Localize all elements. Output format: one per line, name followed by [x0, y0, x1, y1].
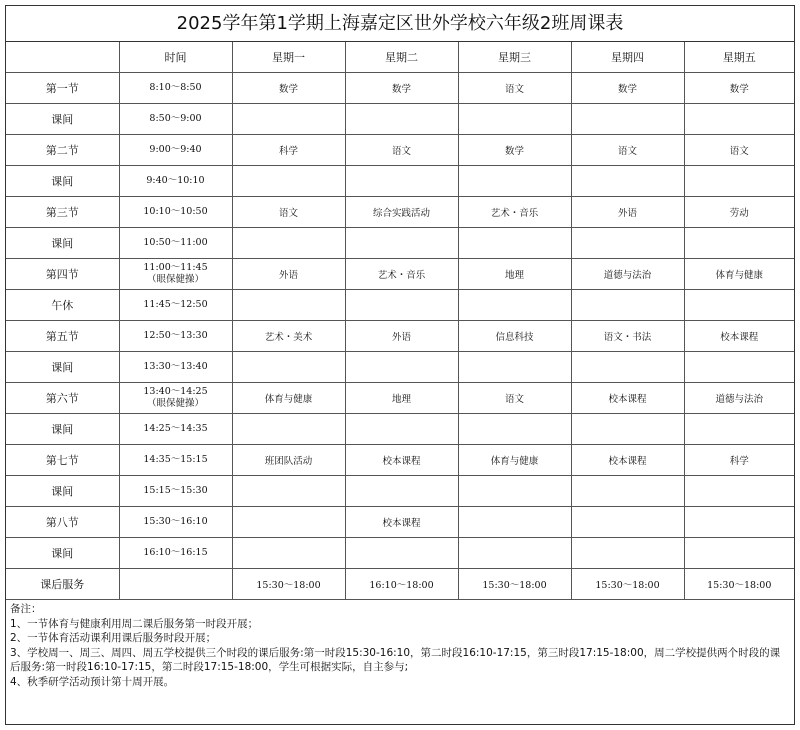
- subject-cell: [571, 476, 684, 507]
- subject-cell: 15:30～18:00: [684, 569, 794, 600]
- subject-cell: 语文: [458, 383, 571, 414]
- table-row: [6, 569, 794, 600]
- table-row: [6, 290, 794, 321]
- time-range: 16:10～16:15: [143, 547, 208, 558]
- subject-cell: [684, 104, 794, 135]
- subject-cell: [458, 228, 571, 259]
- subject-cell: 15:30～18:00: [458, 569, 571, 600]
- subject-cell: 劳动: [684, 197, 794, 228]
- period-time: [119, 197, 232, 228]
- subject-cell: [684, 290, 794, 321]
- table-row: [6, 197, 794, 228]
- time-range: 8:50～9:00: [149, 113, 202, 124]
- subject-cell: [571, 538, 684, 569]
- subject-cell: 信息科技: [458, 321, 571, 352]
- time-note: （眼保健操）: [146, 274, 204, 285]
- subject-cell: 艺术・音乐: [345, 259, 458, 290]
- table-row: [6, 383, 794, 414]
- subject-cell: 校本课程: [345, 445, 458, 476]
- period-label: 课间: [6, 476, 119, 507]
- period-label: 午休: [6, 290, 119, 321]
- period-time: [119, 104, 232, 135]
- subject-cell: [232, 104, 345, 135]
- subject-cell: 校本课程: [571, 383, 684, 414]
- period-time: [119, 414, 232, 445]
- subject-cell: [571, 104, 684, 135]
- subject-cell: [458, 414, 571, 445]
- table-row: [6, 228, 794, 259]
- subject-cell: [232, 507, 345, 538]
- subject-cell: [345, 290, 458, 321]
- subject-cell: 综合实践活动: [345, 197, 458, 228]
- subject-cell: [571, 290, 684, 321]
- header-cell: 星期五: [684, 42, 794, 73]
- subject-cell: [684, 414, 794, 445]
- time-range: 13:30～13:40: [143, 361, 208, 372]
- subject-cell: 科学: [232, 135, 345, 166]
- subject-cell: [684, 166, 794, 197]
- table-row: [6, 104, 794, 135]
- period-label: 第四节: [6, 259, 119, 290]
- time-range: 14:25～14:35: [143, 423, 208, 434]
- period-time: [119, 569, 232, 600]
- subject-cell: 班团队活动: [232, 445, 345, 476]
- subject-cell: [684, 538, 794, 569]
- remark-line: 3、学校周一、周三、周四、周五学校提供三个时段的课后服务:第一时段15:30-16:10，第二时段16:10-17:15，第三时段17:15-18:00，周二学校提供两个时段的课后服务:第一时段16:10-17:15，第二时段17:15-18:00，学生可根据实际，自主参与;: [10, 646, 781, 674]
- timetable-title: 2025学年第1学期上海嘉定区世外学校六年级2班周课表: [6, 6, 794, 42]
- time-range: 9:00～9:40: [149, 144, 202, 155]
- remark-line: 1、一节体育与健康利用周二课后服务第一时段开展；: [10, 617, 259, 630]
- subject-cell: [571, 166, 684, 197]
- table-row: [6, 259, 794, 290]
- time-range: 10:50～11:00: [143, 237, 208, 248]
- subject-cell: 语文: [458, 73, 571, 104]
- subject-cell: [345, 538, 458, 569]
- header-cell: 星期一: [232, 42, 345, 73]
- subject-cell: [684, 507, 794, 538]
- header-cell: 星期二: [345, 42, 458, 73]
- subject-cell: 语文・书法: [571, 321, 684, 352]
- period-label: 第八节: [6, 507, 119, 538]
- timetable-grid: [6, 42, 794, 600]
- subject-cell: [684, 476, 794, 507]
- subject-cell: [345, 104, 458, 135]
- subject-cell: [345, 476, 458, 507]
- subject-cell: 体育与健康: [684, 259, 794, 290]
- subject-cell: 外语: [345, 321, 458, 352]
- subject-cell: [571, 414, 684, 445]
- subject-cell: [345, 166, 458, 197]
- subject-cell: 数学: [345, 73, 458, 104]
- subject-cell: 语文: [345, 135, 458, 166]
- subject-cell: 15:30～18:00: [232, 569, 345, 600]
- header-cell: 时间: [119, 42, 232, 73]
- table-row: [6, 507, 794, 538]
- subject-cell: [458, 104, 571, 135]
- time-range: 15:15～15:30: [143, 485, 208, 496]
- period-time: [119, 476, 232, 507]
- period-time: [119, 166, 232, 197]
- period-time: [119, 135, 232, 166]
- subject-cell: [345, 352, 458, 383]
- period-time: [119, 321, 232, 352]
- subject-cell: [232, 538, 345, 569]
- table-row: [6, 414, 794, 445]
- subject-cell: [232, 414, 345, 445]
- period-label: 第七节: [6, 445, 119, 476]
- time-range: 11:45～12:50: [143, 299, 208, 310]
- subject-cell: 数学: [684, 73, 794, 104]
- subject-cell: 外语: [571, 197, 684, 228]
- timetable-sheet: [5, 5, 795, 725]
- subject-cell: [571, 352, 684, 383]
- subject-cell: 数学: [458, 135, 571, 166]
- remark-line: 4、秋季研学活动预计第十周开展。: [10, 675, 175, 688]
- subject-cell: 语文: [684, 135, 794, 166]
- subject-cell: 艺术・音乐: [458, 197, 571, 228]
- time-range: 9:40～10:10: [146, 175, 205, 186]
- remark-line: 2、一节体育活动课利用课后服务时段开展；: [10, 632, 217, 645]
- subject-cell: 道德与法治: [684, 383, 794, 414]
- subject-cell: 艺术・美术: [232, 321, 345, 352]
- subject-cell: 科学: [684, 445, 794, 476]
- header-row: [6, 42, 794, 73]
- subject-cell: 校本课程: [684, 321, 794, 352]
- remarks-heading: 备注：: [10, 603, 42, 615]
- period-time: [119, 383, 232, 414]
- period-label: 课间: [6, 538, 119, 569]
- subject-cell: [684, 228, 794, 259]
- period-label: 第三节: [6, 197, 119, 228]
- period-label: 第二节: [6, 135, 119, 166]
- subject-cell: 校本课程: [345, 507, 458, 538]
- time-range: 15:30～16:10: [143, 516, 208, 527]
- subject-cell: [458, 352, 571, 383]
- period-label: 课间: [6, 352, 119, 383]
- subject-cell: 体育与健康: [232, 383, 345, 414]
- subject-cell: 数学: [232, 73, 345, 104]
- subject-cell: [458, 166, 571, 197]
- remarks-section: [6, 600, 794, 690]
- subject-cell: [232, 166, 345, 197]
- period-label: 第六节: [6, 383, 119, 414]
- subject-cell: [232, 476, 345, 507]
- subject-cell: [684, 352, 794, 383]
- header-corner: [6, 42, 119, 73]
- period-label: 第一节: [6, 73, 119, 104]
- period-label: 课间: [6, 166, 119, 197]
- subject-cell: [571, 507, 684, 538]
- period-label: 课间: [6, 414, 119, 445]
- subject-cell: 地理: [458, 259, 571, 290]
- period-time: [119, 259, 232, 290]
- period-time: [119, 538, 232, 569]
- subject-cell: 体育与健康: [458, 445, 571, 476]
- subject-cell: [232, 290, 345, 321]
- time-range: 8:10～8:50: [149, 82, 202, 93]
- period-time: [119, 352, 232, 383]
- subject-cell: [571, 228, 684, 259]
- period-time: [119, 73, 232, 104]
- subject-cell: [345, 414, 458, 445]
- table-row: [6, 538, 794, 569]
- table-row: [6, 73, 794, 104]
- period-time: [119, 290, 232, 321]
- subject-cell: 数学: [571, 73, 684, 104]
- period-label: 课后服务: [6, 569, 119, 600]
- time-note: （眼保健操）: [146, 398, 204, 409]
- table-row: [6, 135, 794, 166]
- subject-cell: [345, 228, 458, 259]
- period-time: [119, 445, 232, 476]
- subject-cell: 16:10～18:00: [345, 569, 458, 600]
- time-range: 13:40～14:25: [143, 386, 208, 397]
- period-label: 第五节: [6, 321, 119, 352]
- time-range: 12:50～13:30: [143, 330, 208, 341]
- period-time: [119, 228, 232, 259]
- subject-cell: [232, 228, 345, 259]
- subject-cell: 语文: [571, 135, 684, 166]
- table-row: [6, 166, 794, 197]
- period-time: [119, 507, 232, 538]
- subject-cell: 15:30～18:00: [571, 569, 684, 600]
- subject-cell: 道德与法治: [571, 259, 684, 290]
- period-label: 课间: [6, 228, 119, 259]
- header-cell: 星期三: [458, 42, 571, 73]
- table-row: [6, 352, 794, 383]
- subject-cell: 地理: [345, 383, 458, 414]
- time-range: 10:10～10:50: [143, 206, 208, 217]
- subject-cell: [458, 290, 571, 321]
- subject-cell: [458, 538, 571, 569]
- subject-cell: [458, 507, 571, 538]
- subject-cell: 语文: [232, 197, 345, 228]
- time-range: 14:35～15:15: [143, 454, 208, 465]
- subject-cell: 校本课程: [571, 445, 684, 476]
- table-row: [6, 445, 794, 476]
- period-label: 课间: [6, 104, 119, 135]
- subject-cell: 外语: [232, 259, 345, 290]
- table-row: [6, 321, 794, 352]
- time-range: 11:00～11:45: [143, 262, 208, 273]
- header-cell: 星期四: [571, 42, 684, 73]
- subject-cell: [458, 476, 571, 507]
- table-row: [6, 476, 794, 507]
- subject-cell: [232, 352, 345, 383]
